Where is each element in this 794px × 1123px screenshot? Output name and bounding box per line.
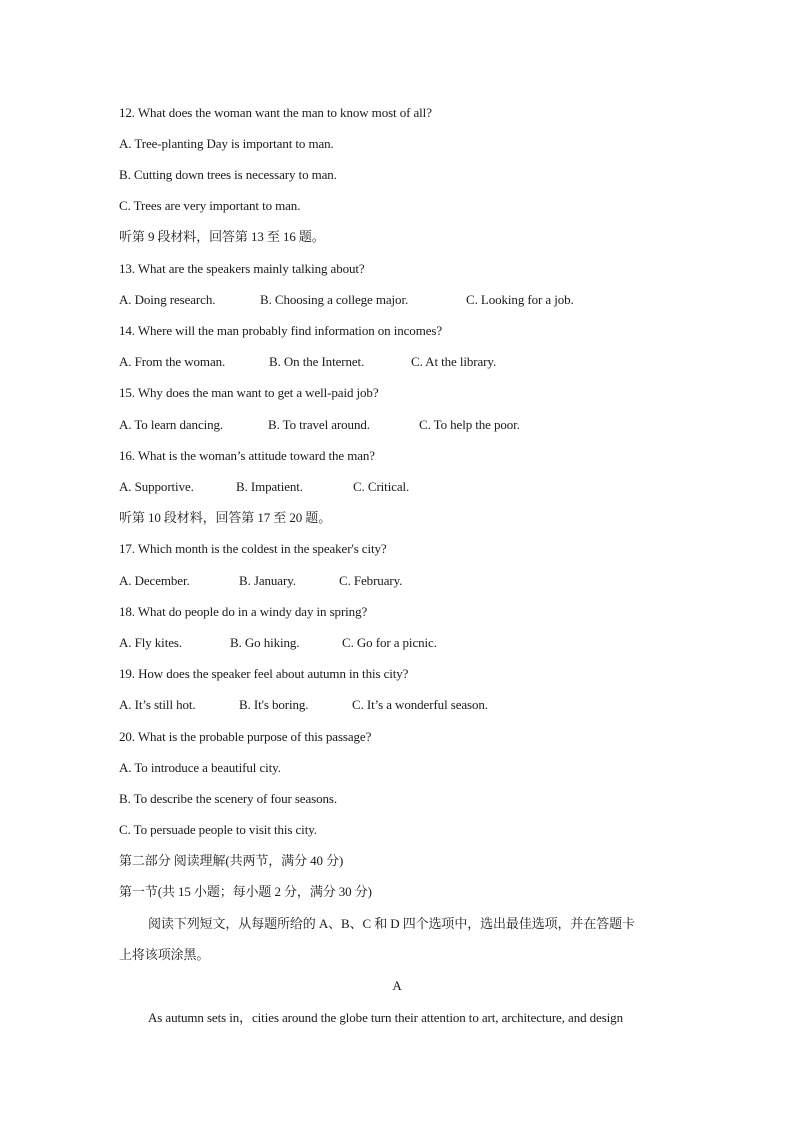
question-13: 13. What are the speakers mainly talking about?	[119, 261, 365, 276]
q13-options	[119, 292, 574, 308]
q14-option-c: C. At the library.	[411, 354, 497, 369]
question-12: 12. What does the woman want the man to know most of all?	[119, 105, 432, 120]
q20-option-c: C. To persuade people to visit this city.	[119, 822, 317, 837]
passage-label: A	[392, 978, 402, 993]
q19-option-b: B. It's boring.	[239, 697, 309, 712]
q16-options	[119, 479, 409, 495]
question-16: 16. What is the woman’s attitude toward the man?	[119, 448, 375, 463]
q17-options	[119, 573, 402, 589]
q15-option-a: A. To learn dancing.	[119, 417, 224, 432]
q19-options	[119, 697, 488, 713]
q19-option-c: C. It’s a wonderful season.	[352, 697, 488, 712]
question-17: 17. Which month is the coldest in the speaker's city?	[119, 541, 387, 556]
q13-option-a: A. Doing research.	[119, 292, 216, 307]
q13-option-c: C. Looking for a job.	[466, 292, 574, 307]
q20-option-b: B. To describe the scenery of four seasons.	[119, 791, 338, 806]
question-20: 20. What is the probable purpose of this passage?	[119, 729, 372, 744]
q14-option-b: B. On the Internet.	[269, 354, 365, 369]
q13-option-b: B. Choosing a college major.	[260, 292, 409, 307]
instructions-line-2: 上将该项涂黑。	[119, 947, 210, 962]
section-9-heading: 听第 9 段材料，回答第 13 至 16 题。	[119, 229, 325, 244]
passage-first-line: As autumn sets in，cities around the globe turn their attention to art, architecture, and design	[148, 1010, 623, 1025]
part-2-title: 第二部分 阅读理解(共两节，满分 40 分)	[119, 853, 344, 868]
q14-option-a: A. From the woman.	[119, 354, 226, 369]
q15-option-c: C. To help the poor.	[419, 417, 520, 432]
q18-options	[119, 635, 437, 651]
q14-options	[119, 354, 496, 370]
question-15: 15. Why does the man want to get a well-paid job?	[119, 385, 379, 400]
q17-option-a: A. December.	[119, 573, 190, 588]
q12-option-b: B. Cutting down trees is necessary to man.	[119, 167, 337, 182]
q15-option-b: B. To travel around.	[268, 417, 370, 432]
q18-option-b: B. Go hiking.	[230, 635, 300, 650]
q18-option-c: C. Go for a picnic.	[342, 635, 437, 650]
q20-option-a: A. To introduce a beautiful city.	[119, 760, 281, 775]
q16-option-a: A. Supportive.	[119, 479, 194, 494]
q17-option-c: C. February.	[339, 573, 403, 588]
q19-option-a: A. It’s still hot.	[119, 697, 196, 712]
question-18: 18. What do people do in a windy day in spring?	[119, 604, 368, 619]
q17-option-b: B. January.	[239, 573, 296, 588]
q16-option-b: B. Impatient.	[236, 479, 303, 494]
q12-option-a: A. Tree-planting Day is important to man.	[119, 136, 334, 151]
q15-options	[119, 417, 520, 433]
question-14: 14. Where will the man probably find information on incomes?	[119, 323, 443, 338]
section-1-title: 第一节(共 15 小题；每小题 2 分，满分 30 分)	[119, 884, 372, 899]
q18-option-a: A. Fly kites.	[119, 635, 182, 650]
instructions-line-1: 阅读下列短文，从每题所给的 A、B、C 和 D 四个选项中，选出最佳选项，并在答题卡	[148, 916, 635, 931]
section-10-heading: 听第 10 段材料，回答第 17 至 20 题。	[119, 510, 332, 525]
q12-option-c: C. Trees are very important to man.	[119, 198, 301, 213]
question-19: 19. How does the speaker feel about autumn in this city?	[119, 666, 409, 681]
q16-option-c: C. Critical.	[353, 479, 410, 494]
